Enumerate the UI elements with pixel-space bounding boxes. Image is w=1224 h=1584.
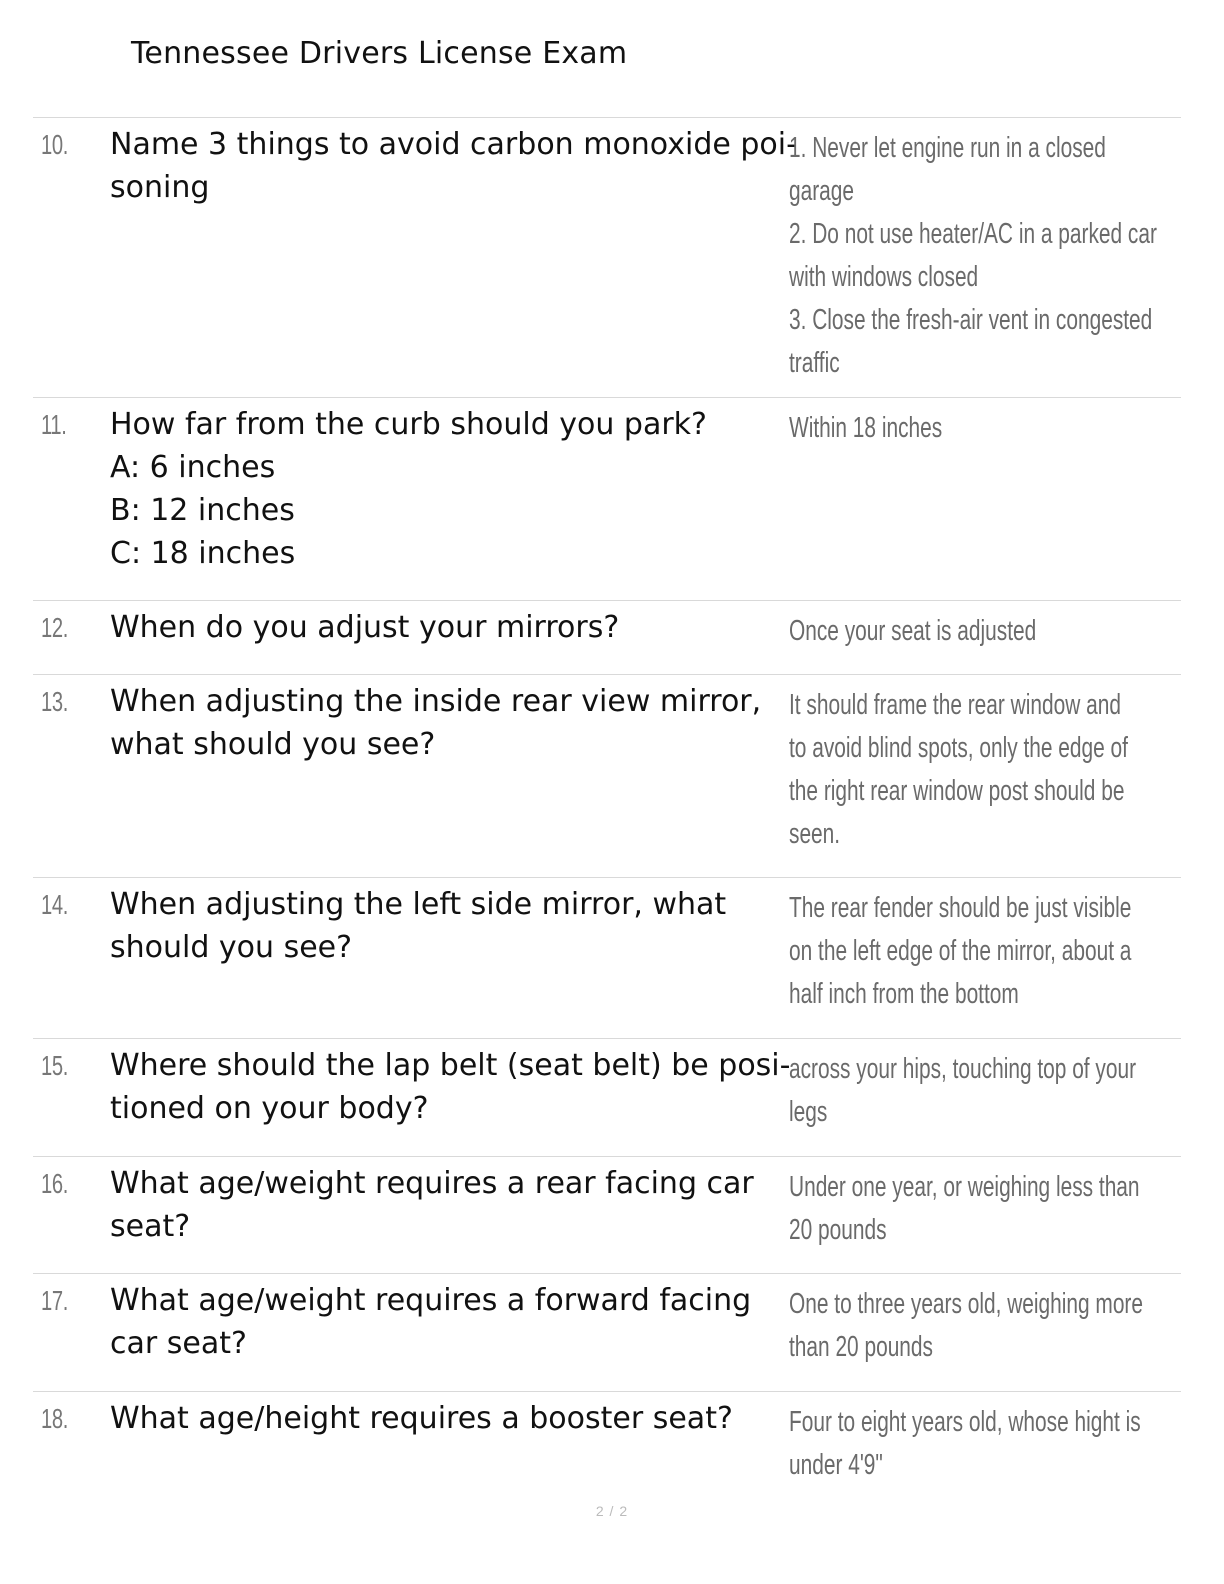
- card-number: 17.: [41, 1285, 68, 1316]
- card-definition: [789, 887, 1178, 1016]
- card-number: 13.: [41, 686, 68, 717]
- card-definition: [789, 1166, 1178, 1252]
- definition-line: traffic: [789, 347, 840, 379]
- definition-line: on the left edge of the mirror, about a: [789, 935, 1132, 967]
- definition-line: Within 18 inches: [789, 412, 943, 444]
- definition-line: Four to eight years old, whose hight is: [789, 1406, 1141, 1438]
- flashcard-row: [33, 878, 1181, 1039]
- definition-line: legs: [789, 1096, 828, 1128]
- term-line: soning: [110, 170, 210, 205]
- term-line: Name 3 things to avoid carbon monoxide poi-: [110, 127, 797, 162]
- flashcard-row: [33, 1039, 1181, 1157]
- card-definition: [789, 610, 1178, 653]
- term-line: What age/weight requires a rear facing car: [110, 1166, 754, 1201]
- card-definition: [789, 127, 1178, 385]
- card-term: [110, 606, 782, 649]
- card-number: 18.: [41, 1403, 68, 1434]
- page-title: Tennessee Drivers License Exam: [131, 36, 628, 71]
- card-number: 15.: [41, 1050, 68, 1081]
- card-definition: [789, 1401, 1178, 1487]
- card-number: 14.: [41, 889, 68, 920]
- definition-line: to avoid blind spots, only the edge of: [789, 732, 1128, 764]
- term-line: C: 18 inches: [110, 536, 296, 571]
- definition-line: Under one year, or weighing less than: [789, 1171, 1140, 1203]
- card-number: 12.: [41, 612, 68, 643]
- term-line: How far from the curb should you park?: [110, 407, 707, 442]
- term-line: A: 6 inches: [110, 450, 276, 485]
- card-term: [110, 680, 782, 766]
- flashcard-list: [33, 117, 1181, 1497]
- term-line: What age/weight requires a forward facing: [110, 1283, 752, 1318]
- page-number: 2 / 2: [595, 1503, 629, 1519]
- card-definition: [789, 1048, 1178, 1134]
- term-line: When do you adjust your mirrors?: [110, 610, 620, 645]
- definition-line: half inch from the bottom: [789, 978, 1019, 1010]
- term-line: What age/height requires a booster seat?: [110, 1401, 733, 1436]
- definition-line: 20 pounds: [789, 1214, 887, 1246]
- card-definition: [789, 684, 1178, 856]
- definition-line: garage: [789, 175, 855, 207]
- definition-line: 1. Never let engine run in a closed: [789, 132, 1106, 164]
- definition-line: 3. Close the fresh-air vent in congested: [789, 304, 1153, 336]
- definition-line: One to three years old, weighing more: [789, 1288, 1143, 1320]
- card-number: 11.: [41, 409, 67, 440]
- definition-line: The rear fender should be just visible: [789, 892, 1132, 924]
- card-definition: [789, 407, 1178, 450]
- term-line: When adjusting the inside rear view mirror,: [110, 684, 762, 719]
- term-line: When adjusting the left side mirror, what: [110, 887, 727, 922]
- card-term: [110, 1162, 782, 1248]
- flashcard-row: [33, 118, 1181, 398]
- definition-line: than 20 pounds: [789, 1331, 933, 1363]
- card-definition: [789, 1283, 1178, 1369]
- flashcard-row: [33, 398, 1181, 601]
- term-line: tioned on your body?: [110, 1091, 429, 1126]
- flashcard-row: [33, 1392, 1181, 1497]
- definition-line: with windows closed: [789, 261, 979, 293]
- card-term: [110, 123, 797, 209]
- definition-line: across your hips, touching top of your: [789, 1053, 1137, 1085]
- term-line: B: 12 inches: [110, 493, 295, 528]
- card-term: [110, 1044, 791, 1130]
- term-line: Where should the lap belt (seat belt) be posi-: [110, 1048, 791, 1083]
- card-term: [110, 403, 782, 575]
- card-term: [110, 1397, 782, 1440]
- card-term: [110, 1279, 782, 1365]
- term-line: seat?: [110, 1209, 191, 1244]
- flashcard-row: [33, 1157, 1181, 1274]
- definition-line: 2. Do not use heater/AC in a parked car: [789, 218, 1157, 250]
- flashcard-row: [33, 1274, 1181, 1392]
- term-line: car seat?: [110, 1326, 247, 1361]
- term-line: what should you see?: [110, 727, 436, 762]
- definition-line: the right rear window post should be: [789, 775, 1125, 807]
- term-line: should you see?: [110, 930, 353, 965]
- flashcard-row: [33, 675, 1181, 878]
- card-number: 10.: [41, 129, 68, 160]
- card-term: [110, 883, 782, 969]
- definition-line: under 4'9": [789, 1449, 883, 1481]
- flashcard-row: [33, 601, 1181, 675]
- definition-line: It should frame the rear window and: [789, 689, 1121, 721]
- definition-line: Once your seat is adjusted: [789, 615, 1037, 647]
- definition-line: seen.: [789, 818, 841, 850]
- card-number: 16.: [41, 1168, 68, 1199]
